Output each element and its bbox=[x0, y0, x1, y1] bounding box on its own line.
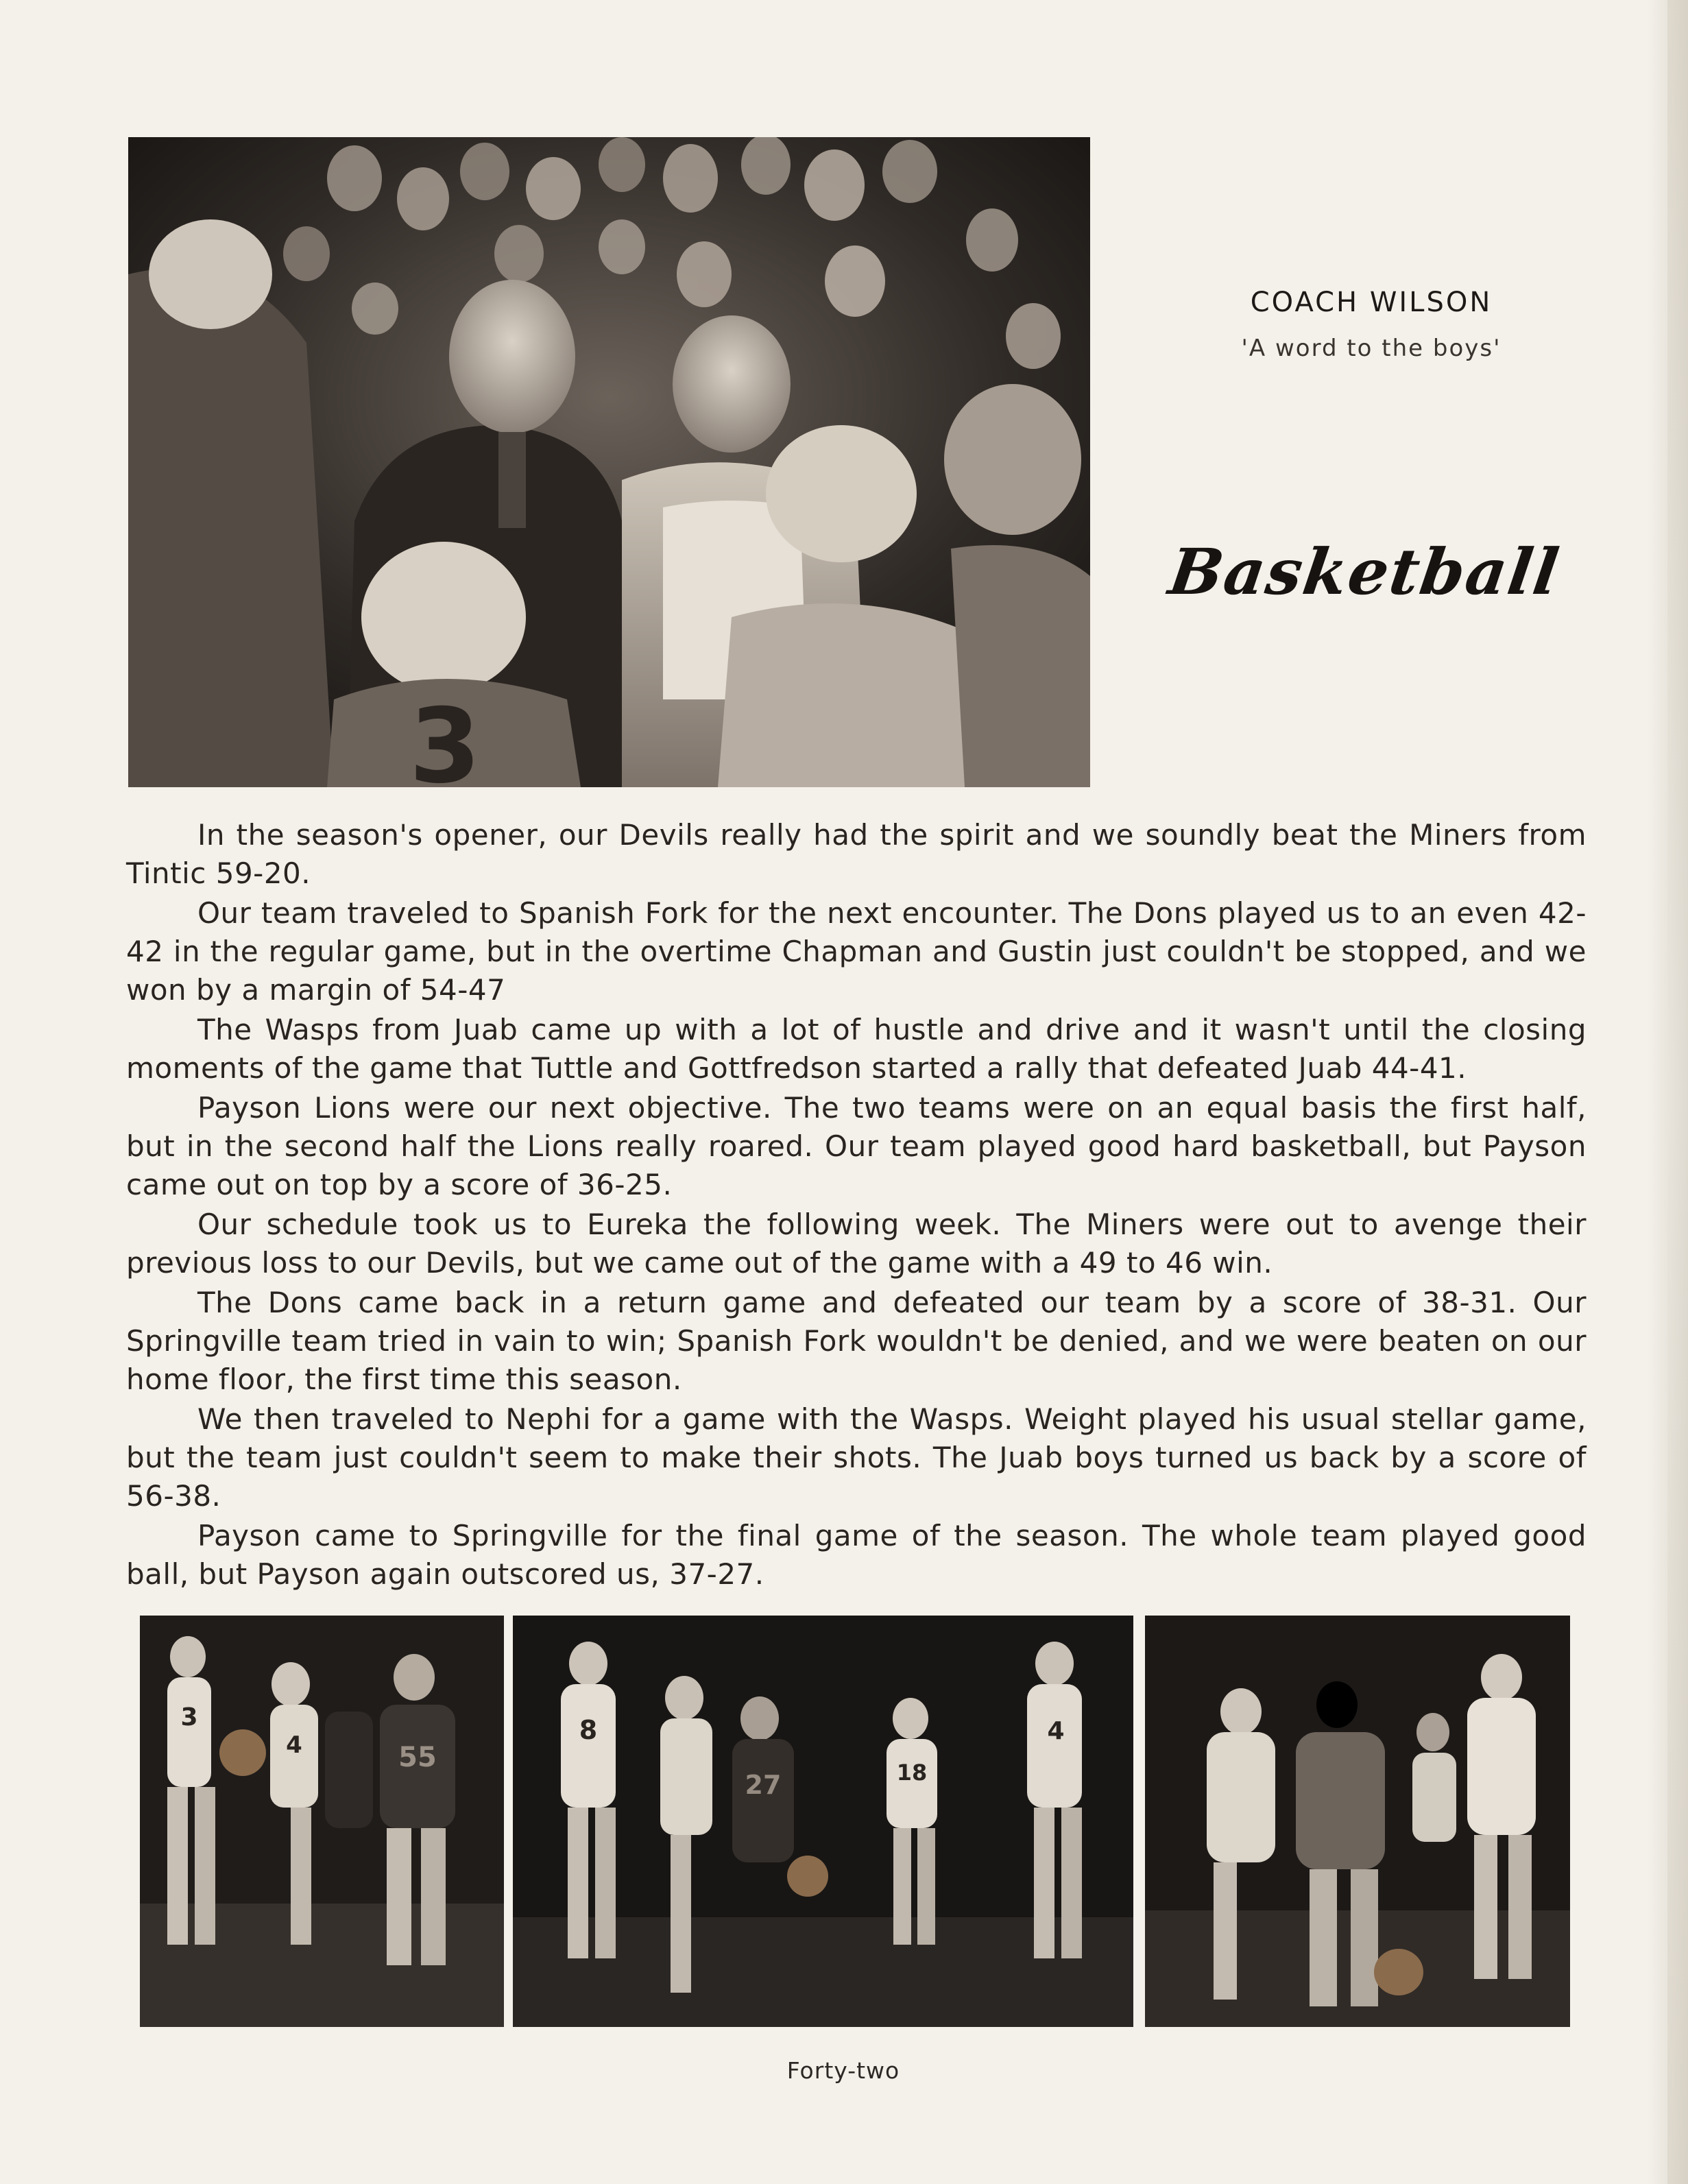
photo-caption bbox=[1124, 287, 1618, 362]
caption-subtitle: 'A word to the boys' bbox=[1241, 335, 1502, 362]
paragraph: Payson Lions were our next objective. The two teams were on an equal basis the first half, but in the second half the Lions really roared. Our team played good hard basketball, but Payson came out on top by a score of 36-25. bbox=[126, 1091, 1587, 1201]
paragraph: Payson came to Springville for the final game of the season. The whole team played good ball, but Payson again outscored us, 37-27. bbox=[126, 1519, 1587, 1591]
coach-huddle-photo bbox=[128, 137, 1090, 787]
jersey-number: 18 bbox=[896, 1760, 928, 1786]
section-heading: Basketball bbox=[1164, 535, 1565, 609]
game-action-photo-left bbox=[140, 1616, 504, 2027]
game-action-photo-middle bbox=[513, 1616, 1133, 2027]
paragraph: Our schedule took us to Eureka the following week. The Miners were out to avenge their previous loss to our Devils, but we came out of the game with a 49 to 46 win. bbox=[126, 1208, 1587, 1280]
paragraph: We then traveled to Nephi for a game with the Wasps. Weight played his usual stellar game, but the team just couldn't seem to make their shots. The Juab boys turned us back by a score of 56-38. bbox=[126, 1402, 1587, 1513]
game-action-photo-right bbox=[1145, 1616, 1570, 2027]
paragraph: In the season's opener, our Devils really had the spirit and we soundly beat the Miners from Tintic 59-20. bbox=[126, 818, 1587, 890]
jersey-number-3: 3 bbox=[409, 687, 481, 787]
paragraph: The Wasps from Juab came up with a lot of hustle and drive and it wasn't until the closing moments of the game that Tuttle and Gottfredson started a rally that defeated Juab 44-41. bbox=[126, 1013, 1587, 1085]
page-stain bbox=[1667, 0, 1688, 2184]
article-body bbox=[126, 816, 1587, 1595]
jersey-number: 3 bbox=[180, 1703, 198, 1731]
paragraph: Our team traveled to Spanish Fork for the next encounter. The Dons played us to an even 42-42 in the regular game, but in the overtime Chapman and Gustin just couldn't be stopped, and we won by a margin of 54-47 bbox=[126, 896, 1587, 1007]
jersey-number: 4 bbox=[1047, 1717, 1065, 1745]
caption-title: COACH WILSON bbox=[1250, 287, 1493, 318]
jersey-number: 8 bbox=[579, 1715, 598, 1745]
paragraph: The Dons came back in a return game and defeated our team by a score of 38-31. Our Springville team tried in vain to win; Spanish Fork wouldn't be denied, and we were beaten on our home floor, the first time this season. bbox=[126, 1286, 1587, 1396]
jersey-number: 4 bbox=[286, 1731, 302, 1759]
jersey-number: 27 bbox=[745, 1770, 782, 1800]
page-number: Forty-two bbox=[786, 2057, 900, 2084]
jersey-number: 55 bbox=[398, 1742, 437, 1773]
